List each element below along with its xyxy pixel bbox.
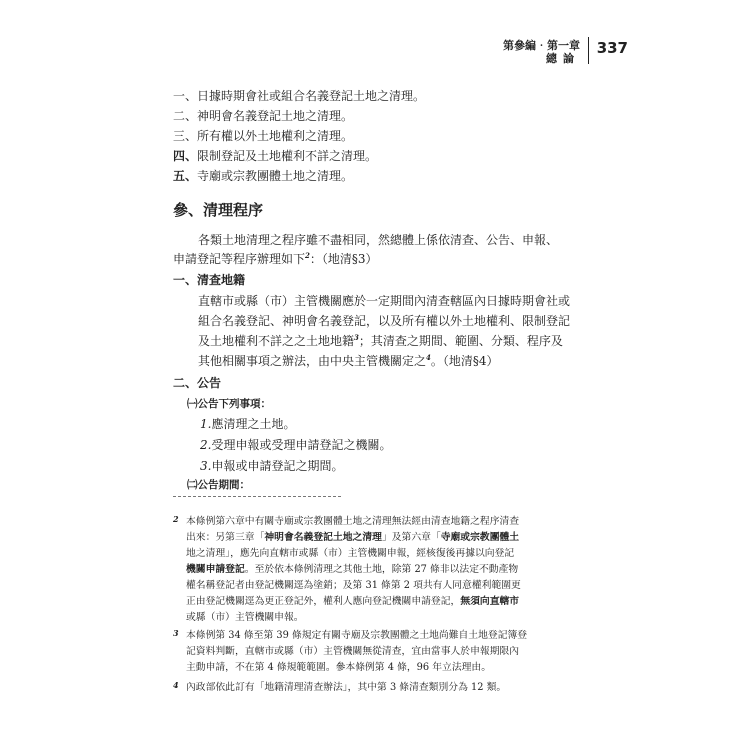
sub1-item: 3.申報或申請登記之期間。 [200,459,344,473]
footnote-ref: 3 [354,333,359,342]
footnote-line: 內政部依此訂有「地籍清理清查辦法」，其中第 3 條清查類別分為 12 類。 [186,682,507,693]
section-heading: 參、清理程序 [173,201,264,219]
footnote-line: 權名稱登記者由登記機關逕為塗銷；及第 31 條第 2 項共有人同意權利範圍更 [186,580,521,591]
item1-line: 直轄市或縣（市）主管機關應於一定期間內清查轄區內日據時期會社或 [198,294,571,308]
list-item: 二、神明會名義登記土地之清理。 [173,109,354,123]
item2-heading: 二、公告 [173,376,222,390]
footnote-line: 機關申請登記。至於依本條例清理之其他土地，除第 27 條非以法定不動產物 [186,564,519,575]
item1-heading: 一、清查地籍 [173,273,246,287]
intro-line-2: 申請登記等程序辦理如下$^2$：（地清§3） [173,251,378,266]
list-item: 一、日據時期會社或組合名義登記土地之清理。 [173,89,426,103]
footnote-line: 記資料判斷，直轄市或縣（市）主管機關無從清查，宜由當事人於申報期限內 [186,646,520,657]
intro-line-1: 各類土地清理之程序雖不盡相同，然總體上係依清查、公告、申報、 [198,233,559,247]
sub1-heading: ㈠公告下列事項： [187,398,271,410]
list-item: 四、限制登記及土地權利不詳之清理。 [173,149,378,163]
footnote-line: 本條例第六章中有關寺廟或宗教團體土地之清理無法經由清查地籍之程序清查 [186,516,520,527]
footnote-line: 本條例第 34 條至第 39 條規定有關寺廟及宗教團體之土地尚難自土地登記簿登 [186,630,528,641]
footnote-line: 地之清理」，應先向直轄市或縣（市）主管機關申報，經核復後再據以向登記 [186,548,515,559]
item1-line: 及土地權利不詳之之土地地籍$^3$；其清查之期間、範圍、分類、程序及 [198,333,563,348]
footnote-marker: 4 [173,680,179,690]
page-number: 337 [596,39,628,57]
header-chapter-title: 總論 [546,52,580,65]
footnote-line: 出來：另第三章「神明會名義登記土地之清理」及第六章「寺廟或宗教團體土 [186,532,520,543]
sub1-item: 1.應清理之土地。 [200,417,296,431]
footnote-line: 主動申請，不在第 4 條規範範圍。參本條例第 4 條，96 年立法理由。 [186,662,492,673]
footnote-ref: 2 [305,251,310,260]
item1-line: 組合名義登記、神明會名義登記，以及所有權以外土地權利、限制登記 [198,314,571,328]
sub2-heading: ㈡公告期間： [187,479,250,491]
item1-line: 其他相關事項之辦法，由中央主管機關定之$^4$。（地清§4） [198,353,499,368]
footnote-marker: 2 [173,514,179,524]
footnote-line: 或縣（市）主管機關申報。 [186,612,304,623]
footnote-divider [173,496,341,497]
list-item: 五、寺廟或宗教團體土地之清理。 [173,169,354,183]
header-part-chapter: 第參編‧第一章 [503,39,580,52]
footnote-marker: 3 [173,628,179,638]
header-divider [588,37,590,64]
footnote-line: 正由登記機關逕為更正登記外，權利人應向登記機關申請登記，無須向直轄市 [186,596,520,607]
footnote-ref: 4 [426,353,431,362]
list-item: 三、所有權以外土地權利之清理。 [173,129,354,143]
sub1-item: 2.受理申報或受理申請登記之機關。 [200,438,392,452]
running-header [448,37,628,65]
